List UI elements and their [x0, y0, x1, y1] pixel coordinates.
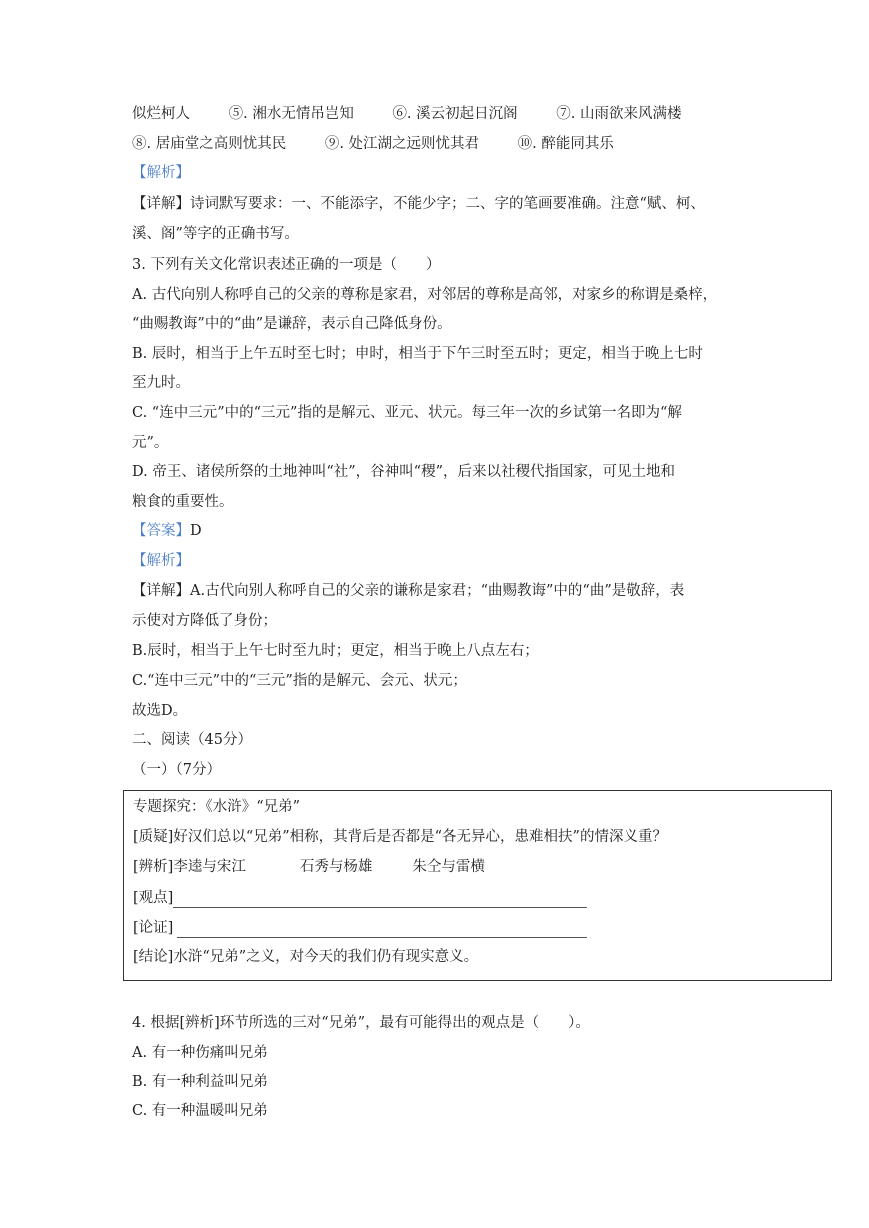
q3-conclusion: 故选D。	[132, 703, 188, 719]
q3-detail-a-text: A.古代向别人称呼自己的父亲的谦称是家君；“曲赐教诲”中的“曲”是敬辞，表	[190, 583, 685, 599]
xiangjie-tag: 【详解】	[132, 196, 190, 212]
answer-5: ⑤. 湘水无情吊岂知	[228, 106, 354, 122]
q2-detail-line-1	[132, 194, 705, 214]
bianxi-label: [辨析]	[133, 859, 174, 875]
q3-option-a-line-1: A. 古代向别人称呼自己的父亲的尊称是家君，对邻居的尊称是高邻，对家乡的称谓是桑梓，	[132, 287, 718, 303]
box-jielun: [结论]水浒“兄弟”之义，对今天的我们仍有现实意义。	[133, 949, 479, 965]
q3-answer-line	[132, 521, 202, 541]
q3-detail-b: B.辰时，相当于上午七时至九时；更定，相当于晚上八点左右；	[132, 643, 539, 659]
q3-option-b-line-2: 至九时。	[132, 375, 190, 391]
jiexi-tag: 【解析】	[132, 165, 190, 181]
q2-detail-line-2: 溪、阁”等字的正确书写。	[132, 226, 299, 242]
answer-7: ⑦. 山雨欲来风满楼	[556, 106, 682, 122]
answer-1: 似烂柯人	[132, 106, 190, 122]
answer-tag: 【答案】	[132, 523, 190, 539]
q3-answer: D	[190, 523, 202, 539]
q2-detail-text-1: 诗词默写要求：一、不能添字，不能少字；二、字的笔画要准确。注意“赋、柯、	[190, 196, 705, 212]
pair-2: 石秀与杨雄	[299, 859, 373, 875]
section-2-part-1: （一）（7分）	[132, 762, 221, 778]
box-guandian	[133, 888, 587, 908]
answer-8: ⑧. 居庙堂之高则忧其民	[132, 136, 287, 152]
section-2-title: 二、阅读（45分）	[132, 732, 252, 748]
xiangjie-tag-2: 【详解】	[132, 583, 190, 599]
box-lunzheng	[133, 918, 587, 938]
answer-10: ⑩. 醉能同其乐	[517, 136, 614, 152]
q3-stem: 3. 下列有关文化常识表述正确的一项是（ ）	[132, 257, 441, 273]
jiexi-tag-2: 【解析】	[132, 553, 190, 569]
topic-box	[123, 790, 832, 981]
guandian-blank	[173, 893, 587, 908]
lunzheng-label: [论证]	[133, 920, 174, 936]
q4-option-c: C. 有一种温暖叫兄弟	[132, 1103, 268, 1119]
answers-row-2	[132, 134, 614, 154]
box-zhiyi: [质疑]好汉们总以“兄弟”相称，其背后是否都是“各无异心，患难相扶”的情深义重？	[133, 829, 667, 845]
q3-detail-a-line-1	[132, 581, 684, 601]
q3-option-b-line-1: B. 辰时，相当于上午五时至七时；申时，相当于下午三时至五时；更定，相当于晚上七时	[132, 346, 703, 362]
q3-detail-c: C.“连中三元”中的“三元”指的是解元、会元、状元；	[132, 673, 467, 689]
pair-3: 朱仝与雷横	[412, 859, 485, 875]
box-topic: 专题探究：《水浒》“兄弟”	[133, 799, 301, 815]
q3-option-c-line-2: 元”。	[132, 435, 169, 451]
box-bianxi	[133, 857, 485, 877]
q3-option-d-line-1: D. 帝王、诸侯所祭的土地神叫“社”，谷神叫“稷”，后来以社稷代指国家，可见土地和	[132, 464, 675, 480]
q3-option-d-line-2: 粮食的重要性。	[132, 494, 234, 510]
q3-option-a-line-2: “曲赐教诲”中的“曲”是谦辞，表示自己降低身份。	[132, 316, 452, 332]
guandian-label: [观点]	[133, 890, 174, 906]
q3-option-c-line-1: C. “连中三元”中的“三元”指的是解元、亚元、状元。每三年一次的乡试第一名即为“解	[132, 405, 682, 421]
q4-stem: 4. 根据[辨析]环节所选的三对“兄弟”，最有可能得出的观点是（ ）。	[132, 1015, 590, 1031]
answers-row-1	[132, 104, 681, 124]
answer-9: ⑨. 处江湖之远则忧其君	[324, 136, 480, 152]
pair-1: 李逵与宋江	[173, 859, 246, 875]
q4-option-b: B. 有一种利益叫兄弟	[132, 1074, 268, 1090]
answer-6: ⑥. 溪云初起日沉阁	[392, 106, 518, 122]
q3-detail-a-line-2: 示使对方降低了身份；	[132, 613, 277, 629]
lunzheng-blank	[177, 923, 587, 938]
q4-option-a: A. 有一种伤痛叫兄弟	[132, 1045, 268, 1061]
